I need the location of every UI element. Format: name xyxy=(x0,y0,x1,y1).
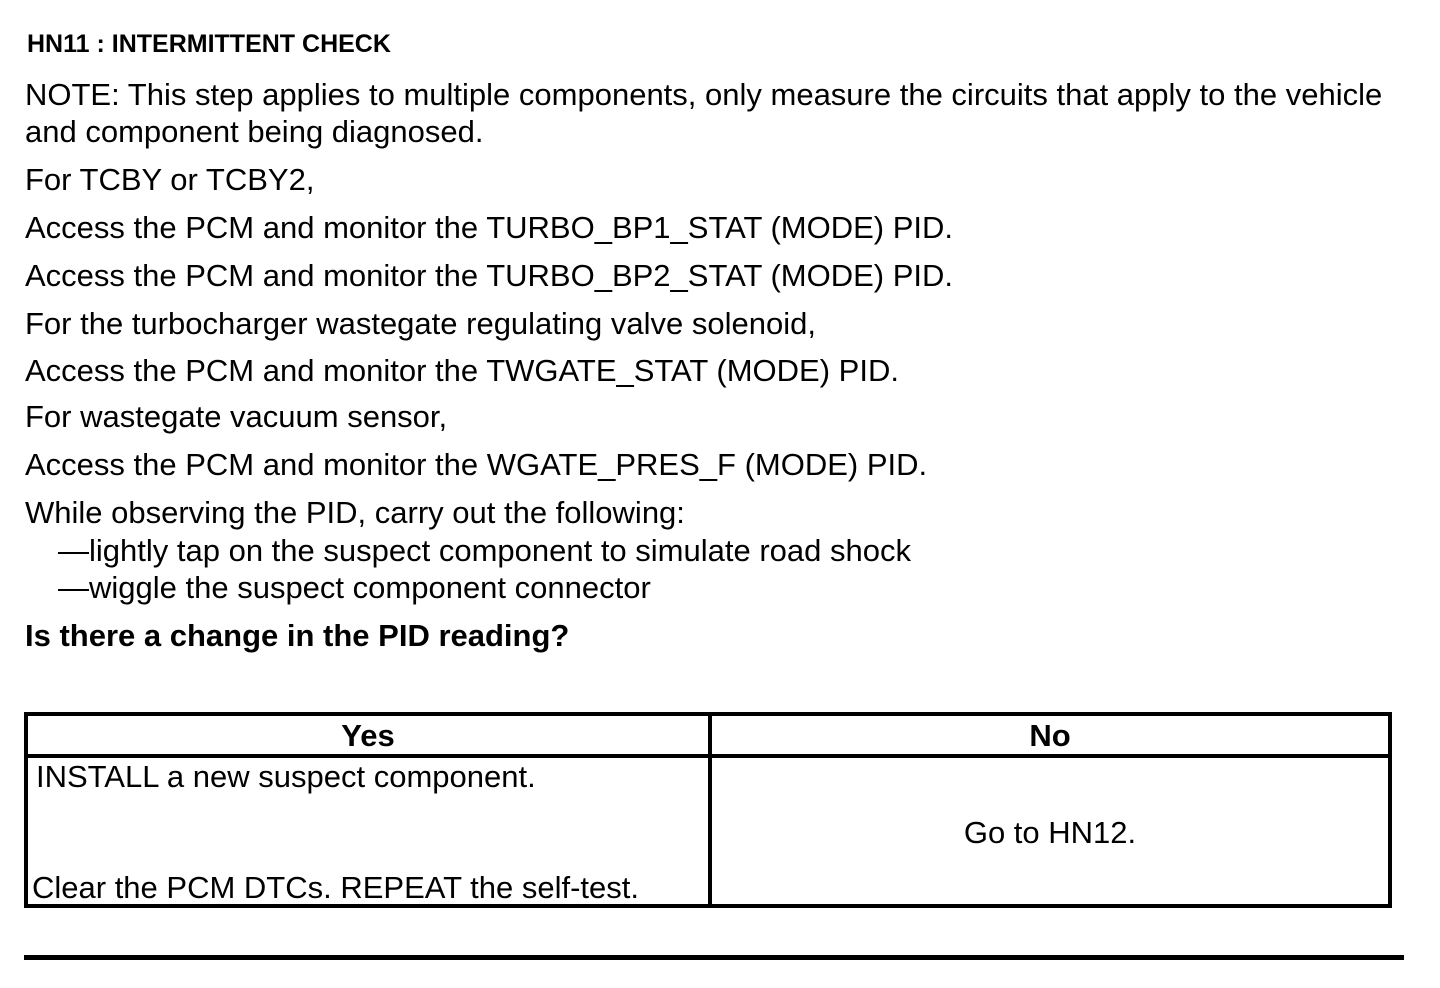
yes-action-clear: Clear the PCM DTCs. REPEAT the self-test. xyxy=(32,870,639,905)
step-item: —wiggle the suspect component connector xyxy=(58,570,651,605)
instruction-line: Access the PCM and monitor the WGATE_PRES_F (MODE) PID. xyxy=(25,447,928,482)
note-text: NOTE: This step applies to multiple components, only measure the circuits that apply to the vehicle and component being diagnosed. xyxy=(25,77,1383,149)
step-item: —lightly tap on the suspect component to simulate road shock xyxy=(58,533,911,568)
question-text: Is there a change in the PID reading? xyxy=(25,618,570,653)
instruction-line: Access the PCM and monitor the TWGATE_STAT (MODE) PID. xyxy=(25,353,899,388)
instruction-line: While observing the PID, carry out the following: xyxy=(25,495,685,530)
yes-header: Yes xyxy=(341,718,395,753)
instruction-line: For the turbocharger wastegate regulating valve solenoid, xyxy=(25,306,816,341)
no-header: No xyxy=(1029,718,1071,753)
result-table xyxy=(24,712,1392,908)
instruction-line: Access the PCM and monitor the TURBO_BP1_STAT (MODE) PID. xyxy=(25,210,954,245)
step-title: HN11 : INTERMITTENT CHECK xyxy=(27,30,391,58)
no-action: Go to HN12. xyxy=(963,815,1137,850)
instruction-line: Access the PCM and monitor the TURBO_BP2_STAT (MODE) PID. xyxy=(25,258,954,293)
instruction-line: For wastegate vacuum sensor, xyxy=(25,399,448,434)
bottom-rule xyxy=(24,955,1404,960)
instruction-line: For TCBY or TCBY2, xyxy=(25,162,315,197)
yes-action-install: INSTALL a new suspect component. xyxy=(36,759,536,794)
header-divider xyxy=(28,754,1388,758)
